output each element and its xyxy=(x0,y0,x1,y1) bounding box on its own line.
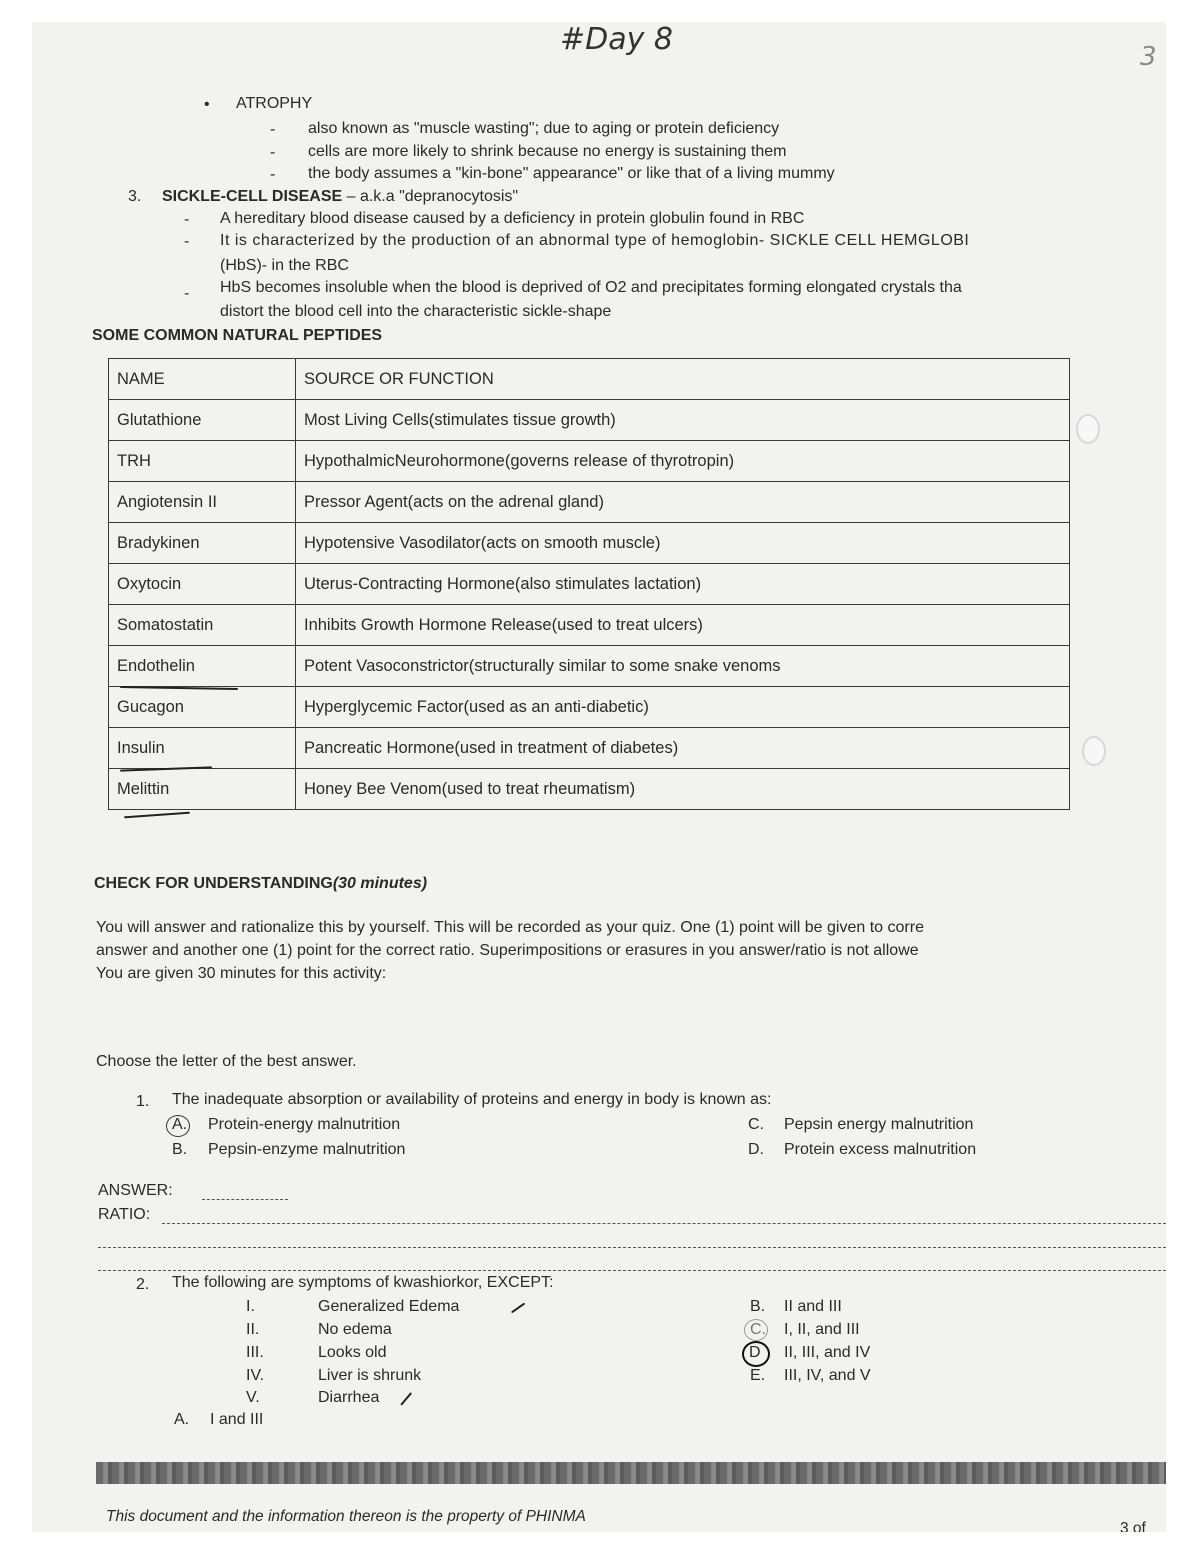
peptide-name: Gucagon xyxy=(109,687,296,728)
dash: - xyxy=(270,166,276,183)
q2-question: The following are symptoms of kwashiorkor, EXCEPT: xyxy=(172,1274,554,1291)
ratio-label: RATIO: xyxy=(98,1206,151,1223)
q1-option-b-letter: B. xyxy=(172,1141,188,1158)
peptide-function: Most Living Cells(stimulates tissue growth) xyxy=(296,400,1070,441)
handwritten-check-mark xyxy=(400,1392,412,1405)
dash: - xyxy=(270,144,276,161)
peptide-name: Angiotensin II xyxy=(109,482,296,523)
q2-item-num: I. xyxy=(246,1298,255,1315)
instruction-line: answer and another one (1) point for the correct ratio. Superimpositions or erasures in you answer/ratio is not allowe xyxy=(96,942,919,959)
q2-item-text: Liver is shrunk xyxy=(318,1367,422,1384)
footer-page: 3 of xyxy=(1120,1520,1146,1532)
q2-option-a-letter: A. xyxy=(174,1411,190,1428)
q2-option-b-letter: B. xyxy=(750,1298,766,1315)
peptide-function: Pancreatic Hormone(used in treatment of diabetes) xyxy=(296,728,1070,769)
q2-option-c-letter: C. xyxy=(750,1321,766,1338)
table-row xyxy=(109,564,1070,605)
peptide-function: Pressor Agent(acts on the adrenal gland) xyxy=(296,482,1070,523)
table-header-row xyxy=(109,359,1070,400)
q1-option-a[interactable]: Protein-energy malnutrition xyxy=(208,1116,401,1133)
q2-item-num: III. xyxy=(246,1344,264,1361)
check-heading xyxy=(94,875,427,893)
choose-instruction: Choose the letter of the best answer. xyxy=(96,1053,357,1070)
footer-text: This document and the information thereon is the property of PHINMA xyxy=(106,1508,586,1525)
table-row xyxy=(109,523,1070,564)
answer-label: ANSWER: xyxy=(98,1182,173,1199)
peptides-heading: SOME COMMON NATURAL PEPTIDES xyxy=(92,327,383,344)
sickle-point: It is characterized by the production of an abnormal type of hemoglobin- SICKLE CELL HEMGLOBI xyxy=(220,232,970,249)
q1-question: The inadequate absorption or availability of proteins and energy in body is known as: xyxy=(172,1091,772,1108)
peptide-function: Uterus-Contracting Hormone(also stimulates lactation) xyxy=(296,564,1070,605)
handwritten-check-mark xyxy=(511,1303,525,1313)
q2-number: 2. xyxy=(136,1276,150,1293)
q1-option-c-letter: C. xyxy=(748,1116,764,1133)
handwritten-page-number: 3 xyxy=(1140,42,1157,72)
atrophy-title: ATROPHY xyxy=(236,95,313,112)
table-header-cell: SOURCE OR FUNCTION xyxy=(296,359,1070,400)
peptide-function: HypothalmicNeurohormone(governs release of thyrotropin) xyxy=(296,441,1070,482)
table-row xyxy=(109,687,1070,728)
instruction-line: You will answer and rationalize this by yourself. This will be recorded as your quiz. One (1) point will be given to corre xyxy=(96,919,924,936)
sickle-point: (HbS)- in the RBC xyxy=(220,257,349,274)
sickle-point: A hereditary blood disease caused by a deficiency in protein globulin found in RBC xyxy=(220,210,805,227)
q2-item-num: IV. xyxy=(246,1367,265,1384)
handwritten-day-label: #Day 8 xyxy=(560,22,673,57)
sickle-aka: – a.k.a "depranocytosis" xyxy=(342,188,519,205)
peptide-function: Honey Bee Venom(used to treat rheumatism) xyxy=(296,769,1070,810)
q1-option-a-letter: A. xyxy=(172,1116,188,1133)
peptide-name: Glutathione xyxy=(109,400,296,441)
q2-item-text: Generalized Edema xyxy=(318,1298,460,1315)
ratio-line[interactable] xyxy=(98,1247,1166,1248)
peptide-function: Hypotensive Vasodilator(acts on smooth muscle) xyxy=(296,523,1070,564)
q1-option-d-letter: D. xyxy=(748,1141,764,1158)
q2-option-d-letter: D xyxy=(749,1344,761,1361)
table-row xyxy=(109,400,1070,441)
q1-option-d[interactable]: Protein excess malnutrition xyxy=(784,1141,977,1158)
table-row xyxy=(109,441,1070,482)
peptide-name: Insulin xyxy=(109,728,296,769)
peptide-function: Potent Vasoconstrictor(structurally similar to some snake venoms xyxy=(296,646,1070,687)
dash: - xyxy=(270,121,276,138)
q1-option-c[interactable]: Pepsin energy malnutrition xyxy=(784,1116,974,1133)
sickle-point: distort the blood cell into the characteristic sickle-shape xyxy=(220,303,612,320)
q1-number: 1. xyxy=(136,1093,150,1110)
peptide-name: Somatostatin xyxy=(109,605,296,646)
q2-option-d[interactable]: II, III, and IV xyxy=(784,1344,871,1361)
dash: - xyxy=(184,233,190,250)
table-row xyxy=(109,605,1070,646)
peptide-name: Endothelin xyxy=(109,646,296,687)
q2-item-text: Looks old xyxy=(318,1344,387,1361)
atrophy-point: the body assumes a "kin-bone" appearance" or like that of a living mummy xyxy=(308,165,835,182)
answer-blank[interactable] xyxy=(202,1199,288,1200)
table-row xyxy=(109,482,1070,523)
footer-bar xyxy=(96,1462,1166,1484)
check-duration: (30 minutes) xyxy=(332,875,428,892)
atrophy-point: also known as "muscle wasting"; due to aging or protein deficiency xyxy=(308,120,780,137)
ratio-line[interactable] xyxy=(98,1270,1166,1271)
table-row xyxy=(109,769,1070,810)
punch-hole-top xyxy=(1076,414,1100,444)
atrophy-bullet: • xyxy=(204,96,210,113)
instruction-line: You are given 30 minutes for this activity: xyxy=(96,965,387,982)
peptide-name: Melittin xyxy=(109,769,296,810)
handwritten-underline xyxy=(124,812,190,819)
q2-item-num: V. xyxy=(246,1389,260,1406)
atrophy-point: cells are more likely to shrink because no energy is sustaining them xyxy=(308,143,787,160)
sickle-title: SICKLE-CELL DISEASE xyxy=(162,188,343,205)
dash: - xyxy=(184,285,190,302)
punch-hole-bottom xyxy=(1082,736,1106,766)
sickle-number: 3. xyxy=(128,188,142,205)
q2-option-c[interactable]: I, II, and III xyxy=(784,1321,860,1338)
q2-item-text: Diarrhea xyxy=(318,1389,380,1406)
table-row xyxy=(109,646,1070,687)
document-page xyxy=(32,22,1166,1532)
dash: - xyxy=(184,211,190,228)
sickle-heading xyxy=(162,188,518,206)
q2-option-b[interactable]: II and III xyxy=(784,1298,842,1315)
peptides-table xyxy=(108,358,1070,810)
peptide-name: Bradykinen xyxy=(109,523,296,564)
q2-item-num: II. xyxy=(246,1321,260,1338)
table-row xyxy=(109,728,1070,769)
q2-option-a[interactable]: I and III xyxy=(210,1411,264,1428)
peptide-name: TRH xyxy=(109,441,296,482)
ratio-line[interactable] xyxy=(162,1223,1166,1224)
check-title: CHECK FOR UNDERSTANDING xyxy=(94,875,333,892)
table-header-cell: NAME xyxy=(109,359,296,400)
q2-item-text: No edema xyxy=(318,1321,392,1338)
q2-option-e[interactable]: III, IV, and V xyxy=(784,1367,871,1384)
sickle-point: HbS becomes insoluble when the blood is deprived of O2 and precipitates forming elongated crystals tha xyxy=(220,279,962,296)
peptide-function: Inhibits Growth Hormone Release(used to treat ulcers) xyxy=(296,605,1070,646)
peptide-name: Oxytocin xyxy=(109,564,296,605)
peptide-function: Hyperglycemic Factor(used as an anti-diabetic) xyxy=(296,687,1070,728)
q2-option-e-letter: E. xyxy=(750,1367,766,1384)
q1-option-b[interactable]: Pepsin-enzyme malnutrition xyxy=(208,1141,406,1158)
